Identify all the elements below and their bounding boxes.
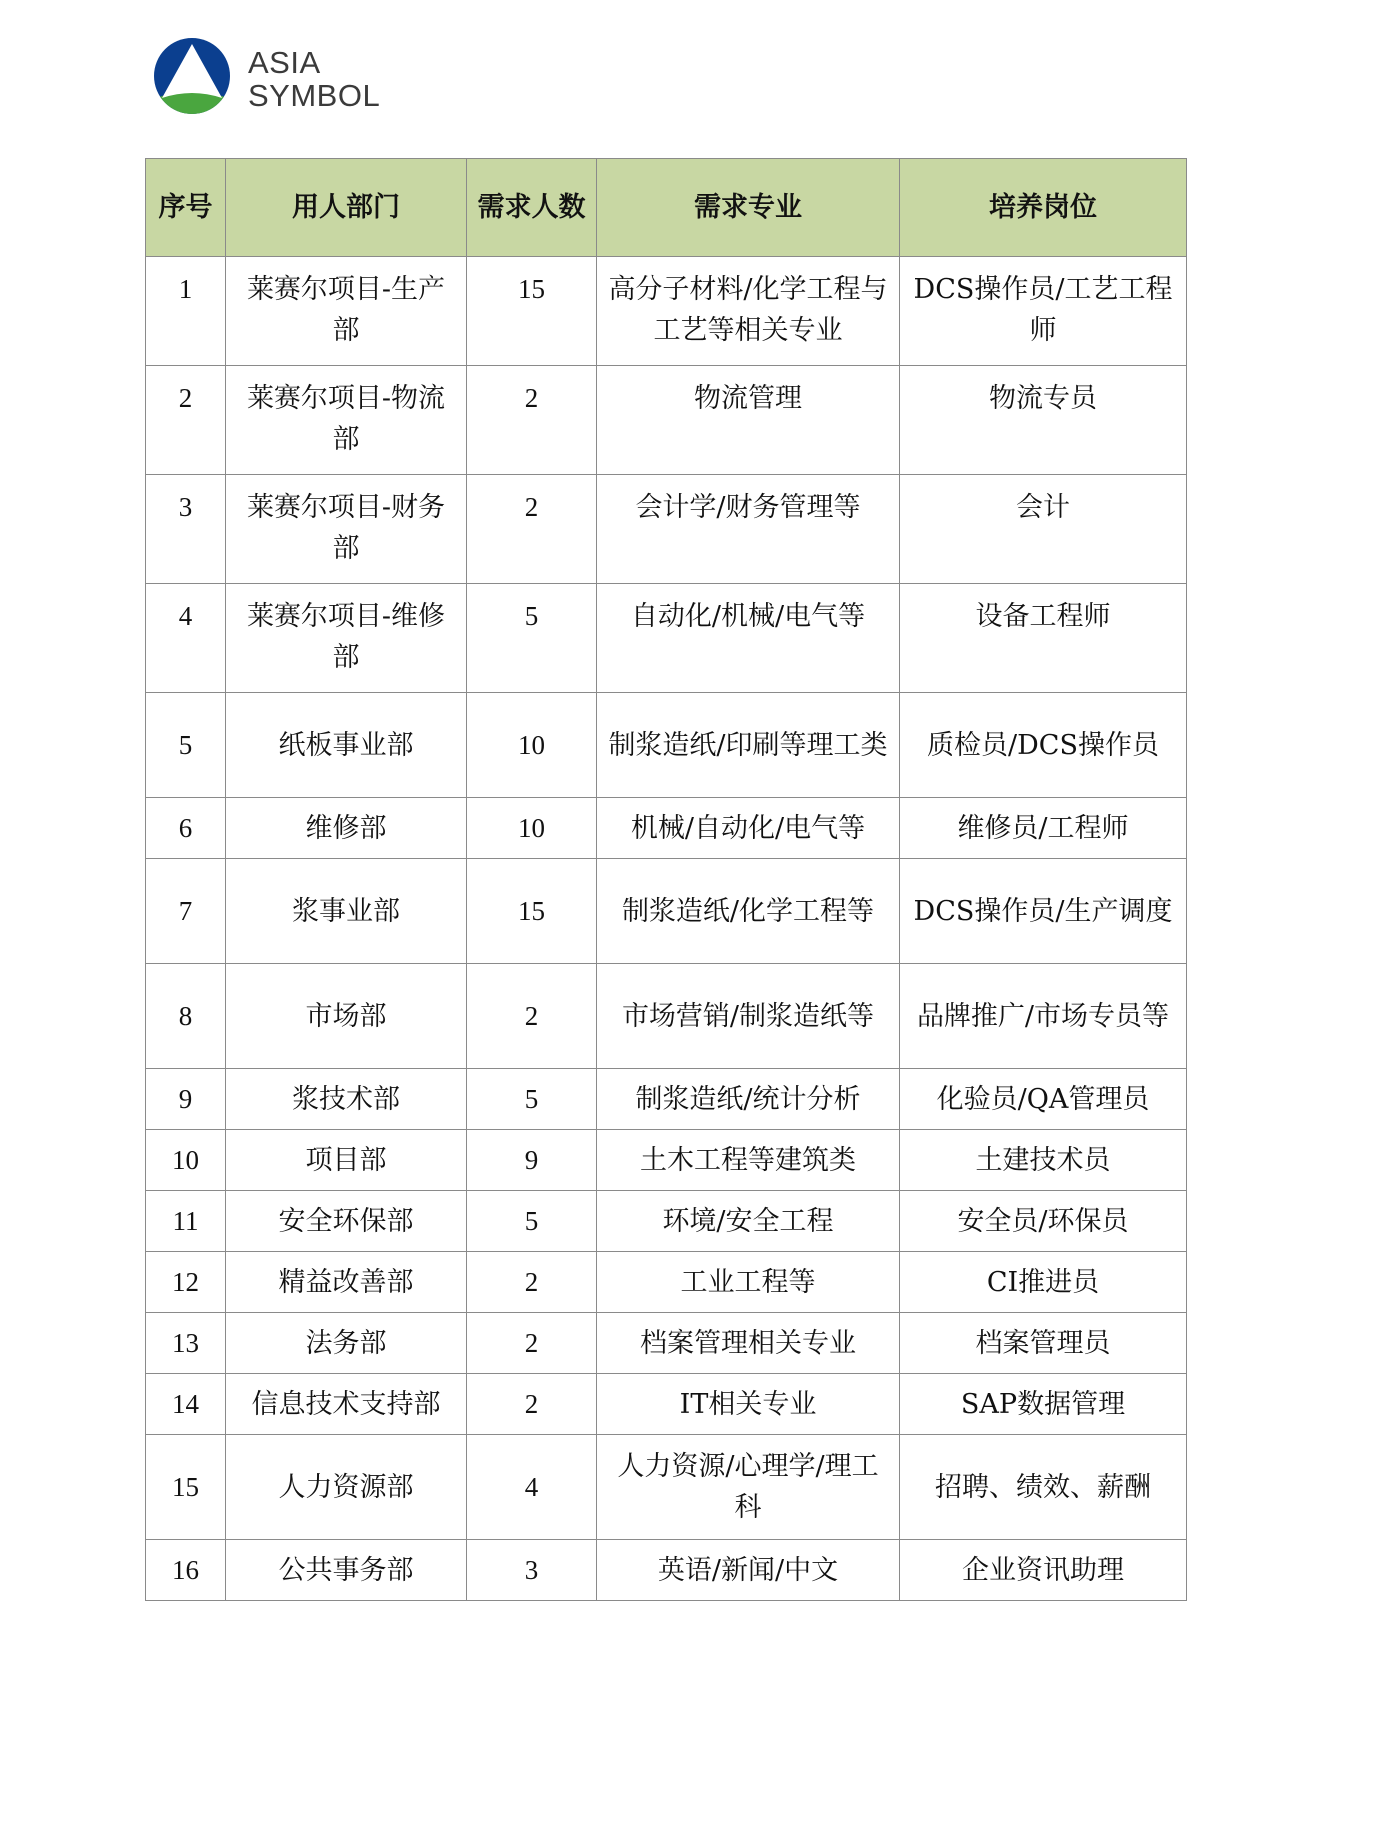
cell-department: 浆技术部 xyxy=(226,1069,467,1130)
cell-department: 莱赛尔项目-生产部 xyxy=(226,257,467,366)
table-row xyxy=(146,693,1187,798)
table-header-row xyxy=(146,159,1187,257)
table-row xyxy=(146,798,1187,859)
table-row xyxy=(146,1313,1187,1374)
table-row xyxy=(146,584,1187,693)
cell-index: 16 xyxy=(146,1540,226,1601)
cell-department: 市场部 xyxy=(226,964,467,1069)
cell-department: 维修部 xyxy=(226,798,467,859)
cell-position: CI推进员 xyxy=(900,1252,1187,1313)
cell-position: 维修员/工程师 xyxy=(900,798,1187,859)
cell-major: 机械/自动化/电气等 xyxy=(597,798,900,859)
cell-major: 环境/安全工程 xyxy=(597,1191,900,1252)
cell-position: DCS操作员/生产调度 xyxy=(900,859,1187,964)
table-row xyxy=(146,366,1187,475)
cell-index: 1 xyxy=(146,257,226,366)
cell-department: 浆事业部 xyxy=(226,859,467,964)
cell-index: 8 xyxy=(146,964,226,1069)
cell-major: 自动化/机械/电气等 xyxy=(597,584,900,693)
cell-major: IT相关专业 xyxy=(597,1374,900,1435)
cell-index: 3 xyxy=(146,475,226,584)
cell-major: 物流管理 xyxy=(597,366,900,475)
cell-index: 14 xyxy=(146,1374,226,1435)
cell-headcount: 3 xyxy=(467,1540,597,1601)
logo-line-2: SYMBOL xyxy=(248,78,381,113)
header-headcount: 需求人数 xyxy=(467,159,597,257)
cell-position: 企业资讯助理 xyxy=(900,1540,1187,1601)
cell-department: 精益改善部 xyxy=(226,1252,467,1313)
cell-headcount: 2 xyxy=(467,1252,597,1313)
cell-position: 会计 xyxy=(900,475,1187,584)
cell-index: 15 xyxy=(146,1435,226,1540)
table-row xyxy=(146,964,1187,1069)
cell-headcount: 5 xyxy=(467,584,597,693)
cell-headcount: 2 xyxy=(467,1313,597,1374)
cell-department: 公共事务部 xyxy=(226,1540,467,1601)
table-row xyxy=(146,1191,1187,1252)
table-row xyxy=(146,1540,1187,1601)
company-logo xyxy=(148,38,408,118)
asia-symbol-logo-icon xyxy=(148,38,236,118)
cell-headcount: 10 xyxy=(467,798,597,859)
cell-major: 工业工程等 xyxy=(597,1252,900,1313)
cell-index: 10 xyxy=(146,1130,226,1191)
table-row xyxy=(146,257,1187,366)
cell-major: 档案管理相关专业 xyxy=(597,1313,900,1374)
cell-department: 莱赛尔项目-物流部 xyxy=(226,366,467,475)
cell-index: 12 xyxy=(146,1252,226,1313)
table-row xyxy=(146,475,1187,584)
cell-headcount: 15 xyxy=(467,257,597,366)
cell-headcount: 2 xyxy=(467,964,597,1069)
cell-index: 4 xyxy=(146,584,226,693)
cell-major: 英语/新闻/中文 xyxy=(597,1540,900,1601)
cell-headcount: 15 xyxy=(467,859,597,964)
cell-position: 档案管理员 xyxy=(900,1313,1187,1374)
table-row xyxy=(146,1374,1187,1435)
cell-department: 信息技术支持部 xyxy=(226,1374,467,1435)
cell-position: 招聘、绩效、薪酬 xyxy=(900,1435,1187,1540)
cell-headcount: 2 xyxy=(467,366,597,475)
table-row xyxy=(146,1435,1187,1540)
cell-index: 13 xyxy=(146,1313,226,1374)
header-department: 用人部门 xyxy=(226,159,467,257)
cell-department: 莱赛尔项目-财务部 xyxy=(226,475,467,584)
cell-index: 2 xyxy=(146,366,226,475)
cell-position: 安全员/环保员 xyxy=(900,1191,1187,1252)
cell-position: 物流专员 xyxy=(900,366,1187,475)
cell-department: 纸板事业部 xyxy=(226,693,467,798)
recruitment-table xyxy=(145,158,1187,1601)
cell-headcount: 5 xyxy=(467,1191,597,1252)
table-row xyxy=(146,1069,1187,1130)
table-row xyxy=(146,859,1187,964)
table-row xyxy=(146,1252,1187,1313)
cell-position: 设备工程师 xyxy=(900,584,1187,693)
cell-headcount: 9 xyxy=(467,1130,597,1191)
cell-department: 法务部 xyxy=(226,1313,467,1374)
cell-department: 安全环保部 xyxy=(226,1191,467,1252)
cell-position: DCS操作员/工艺工程师 xyxy=(900,257,1187,366)
cell-headcount: 10 xyxy=(467,693,597,798)
logo-line-1: ASIA xyxy=(248,45,321,80)
cell-major: 市场营销/制浆造纸等 xyxy=(597,964,900,1069)
cell-index: 11 xyxy=(146,1191,226,1252)
cell-headcount: 5 xyxy=(467,1069,597,1130)
cell-headcount: 2 xyxy=(467,1374,597,1435)
cell-headcount: 2 xyxy=(467,475,597,584)
header-index: 序号 xyxy=(146,159,226,257)
cell-position: 品牌推广/市场专员等 xyxy=(900,964,1187,1069)
cell-major: 人力资源/心理学/理工科 xyxy=(597,1435,900,1540)
cell-position: 质检员/DCS操作员 xyxy=(900,693,1187,798)
cell-headcount: 4 xyxy=(467,1435,597,1540)
cell-index: 9 xyxy=(146,1069,226,1130)
header-position: 培养岗位 xyxy=(900,159,1187,257)
cell-position: 化验员/QA管理员 xyxy=(900,1069,1187,1130)
cell-major: 制浆造纸/统计分析 xyxy=(597,1069,900,1130)
cell-index: 5 xyxy=(146,693,226,798)
cell-major: 会计学/财务管理等 xyxy=(597,475,900,584)
cell-department: 人力资源部 xyxy=(226,1435,467,1540)
cell-index: 6 xyxy=(146,798,226,859)
table-row xyxy=(146,1130,1187,1191)
cell-department: 项目部 xyxy=(226,1130,467,1191)
cell-department: 莱赛尔项目-维修部 xyxy=(226,584,467,693)
logo-wordmark xyxy=(248,46,380,112)
cell-major: 制浆造纸/化学工程等 xyxy=(597,859,900,964)
cell-position: SAP数据管理 xyxy=(900,1374,1187,1435)
cell-position: 土建技术员 xyxy=(900,1130,1187,1191)
header-major: 需求专业 xyxy=(597,159,900,257)
cell-major: 制浆造纸/印刷等理工类 xyxy=(597,693,900,798)
cell-major: 高分子材料/化学工程与工艺等相关专业 xyxy=(597,257,900,366)
cell-major: 土木工程等建筑类 xyxy=(597,1130,900,1191)
cell-index: 7 xyxy=(146,859,226,964)
